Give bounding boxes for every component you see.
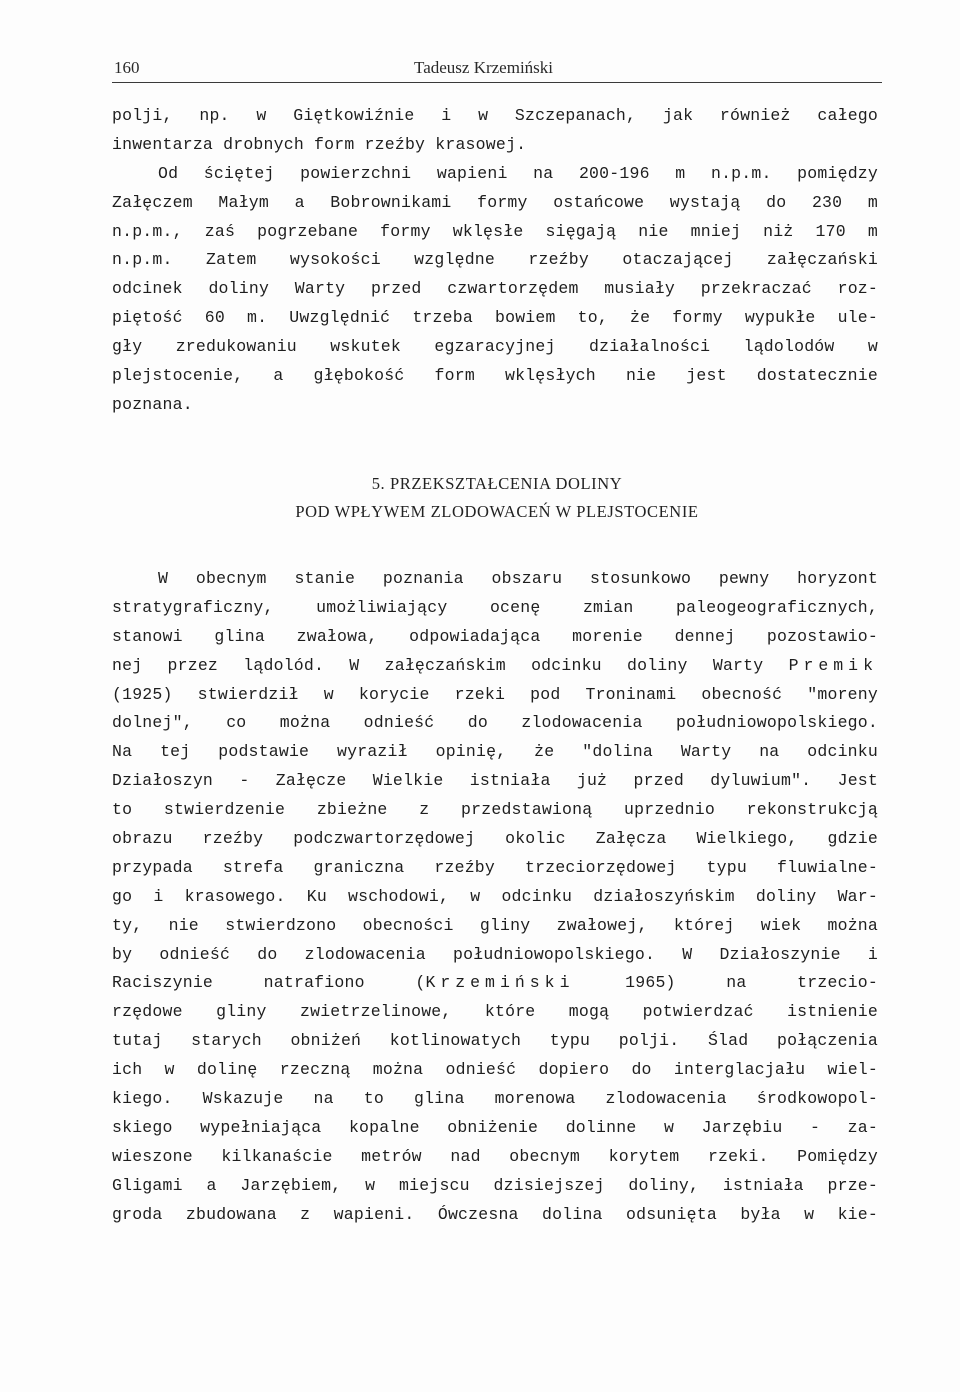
text-line: inwentarza drobnych form rzeźby krasowej. — [112, 134, 527, 154]
text-line: W obecnym stanie poznania obszaru stosunkowo pewny horyzont — [158, 569, 878, 588]
paragraph-2 — [112, 565, 878, 1229]
cited-author: Krzemiński — [425, 973, 575, 993]
text-line: wieszone kilkanaście metrów nad obecnym korytem rzeki. Pomiędzy — [112, 1146, 878, 1166]
text-line: by odnieść do zlodowacenia południowopolskiego. W Działoszynie i — [112, 944, 878, 964]
text-line: plejstocenie, a głębokość form wklęsłych nie jest dostatecznie — [112, 366, 878, 386]
text-line: stratygraficzny, umożliwiający ocenę zmian paleogeograficznych, — [112, 597, 878, 617]
text-line: polji, np. w Giętkowiźnie i w Szczepanach, jak również całego — [112, 106, 878, 125]
text-line: ty, nie stwierdzono obecności gliny zwałowej, której wiek można — [112, 915, 878, 935]
text-line: groda zbudowana z wapieni. Ówczesna dolina odsunięta była w kie- — [112, 1204, 878, 1224]
page-number: 160 — [114, 58, 140, 77]
text-line: ich w dolinę rzeczną można odnieść dopiero do interglacjału wiel- — [112, 1060, 878, 1080]
text-line: przypada strefa graniczna rzeźby trzeciorzędowej typu fluwialne- — [112, 857, 878, 877]
paragraph-1 — [112, 102, 878, 420]
text-line: dolnej", co można odnieść do zlodowacenia południowopolskiego. — [112, 713, 878, 733]
text-line: stanowi glina zwałowa, odpowiadająca morenie dennej pozostawio- — [112, 626, 878, 646]
text-line: n.p.m. Zatem wysokości względne rzeźby otaczającej załęczański — [112, 250, 878, 270]
header-rule — [112, 82, 882, 83]
text-line: obrazu rzeźby podczwartorzędowej okolic Załęcza Wielkiego, gdzie — [112, 829, 878, 849]
text-line: odcinek doliny Warty przed czwartorzędem musiały przekraczać roz- — [112, 279, 878, 299]
text-line: gły zredukowaniu wskutek egzaracyjnej działalności lądolodów w — [112, 337, 878, 357]
text-line — [112, 652, 878, 681]
cited-author: Premik — [788, 655, 878, 675]
text-line: kiego. Wskazuje na to glina morenowa zlodowacenia środkowopol- — [112, 1089, 878, 1109]
section-heading: 5. PRZEKSZTAŁCENIA DOLINY — [371, 474, 623, 493]
text-fragment: Raciszynie natrafiono ( — [112, 973, 426, 993]
text-line: skiego wypełniająca kopalne obniżenie dolinne w Jarzębiu - za- — [112, 1117, 878, 1137]
text-line: tutaj starych obniżeń kotlinowatych typu polji. Ślad połączenia — [112, 1031, 878, 1051]
text-line: Działoszyn - Załęcze Wielkie istniała już przed dyluwium". Jest — [112, 771, 878, 791]
text-line: to stwierdzenie zbieżne z przedstawioną uprzednio rekonstrukcją — [112, 800, 878, 820]
text-fragment: 1965) na trzecio- — [574, 973, 878, 993]
text-line: go i krasowego. Ku wschodowi, w odcinku działoszyńskim doliny War- — [112, 886, 878, 906]
text-line: n.p.m., zaś pogrzebane formy wklęsłe sięgają nie mniej niż 170 m — [112, 221, 878, 241]
text-line: Załęczem Małym a Bobrownikami formy ostańcowe wystają do 230 m — [112, 192, 878, 212]
text-line: Gligami a Jarzębiem, w miejscu dzisiejszej doliny, istniała prze- — [112, 1175, 878, 1195]
text-line — [112, 969, 878, 998]
running-title: Tadeusz Krzemiński — [414, 58, 554, 77]
page-header — [112, 56, 882, 82]
text-line: poznana. — [112, 394, 193, 414]
text-line: rzędowe gliny zwietrzelinowe, które mogą potwierdzać istnienie — [112, 1002, 878, 1022]
text-fragment: nej przez lądolód. W załęczańskim odcinku doliny Warty — [112, 655, 789, 675]
text-line: (1925) stwierdził w korycie rzeki pod Troninami obecność "moreny — [112, 684, 878, 704]
section-subheading: POD WPŁYWEM ZLODOWACEŃ W PLEJSTOCENIE — [295, 502, 699, 521]
text-line: piętość 60 m. Uwzględnić trzeba bowiem to, że formy wypukłe ule- — [112, 308, 878, 328]
text-line: Na tej podstawie wyraził opinię, że "dolina Warty na odcinku — [112, 742, 878, 762]
text-line: Od ściętej powierzchni wapieni na 200-196 m n.p.m. pomiędzy — [158, 163, 878, 183]
